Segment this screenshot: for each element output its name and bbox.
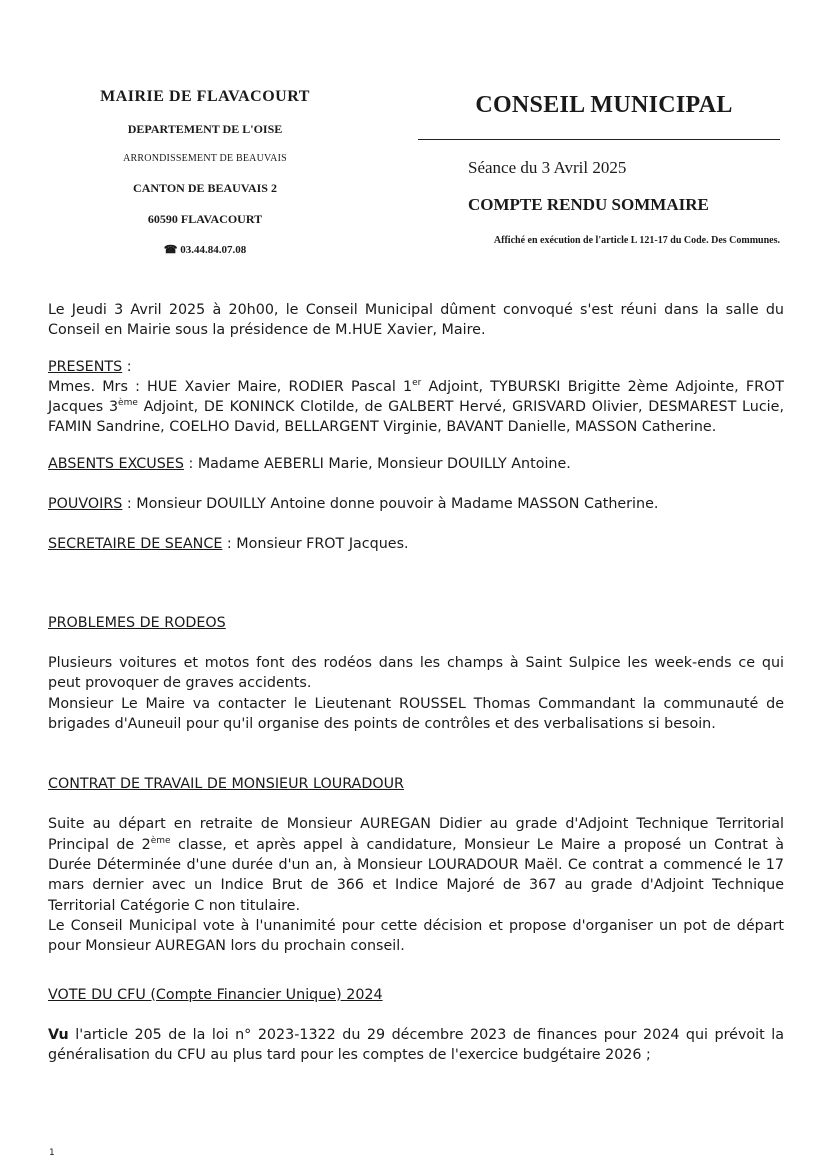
seance-date: Séance du 3 Avril 2025: [468, 158, 627, 177]
presents-label: PRESENTS: [48, 358, 123, 375]
affiche-notice: Affiché en exécution de l'article L 121-17 du Code. Des Communes.: [493, 235, 780, 246]
absents-label: ABSENTS EXCUSES: [48, 455, 184, 472]
conseil-title: CONSEIL MUNICIPAL: [475, 92, 733, 118]
secretaire-paragraph: [48, 534, 784, 554]
contrat-p1-b: classe, et après appel à candidature, Monsieur Le Maire a proposé un Contrat à Durée Déterminée d'une durée d'un an, à Monsieur LOURADOUR Maël. Ce contrat a commencé le 17 mars dernier avec un Indice Brut de 366 et Indice Majoré de 367 au grade d'Adjoint Technique Territorial Catégorie C non titulaire.: [48, 836, 784, 914]
telephone-number: 03.44.84.07.08: [180, 244, 247, 256]
rodeos-paragraph-2: Monsieur Le Maire va contacter le Lieutenant ROUSSEL Thomas Commandant la communauté de brigades d'Auneuil pour qu'il organise des points de contrôles et des verbalisations si besoin.: [48, 695, 784, 732]
page-number: 1: [49, 1148, 55, 1158]
cfu-heading: [48, 985, 784, 1005]
letterhead-left: [60, 88, 350, 256]
postal-address: 60590 FLAVACOURT: [147, 212, 263, 226]
intro-paragraph: Le Jeudi 3 Avril 2025 à 20h00, le Conseil Municipal dûment convoqué s'est réuni dans la salle du Conseil en Mairie sous la présidence de M.HUE Xavier, Maire.: [48, 302, 784, 339]
presents-list: [48, 377, 784, 438]
telephone-line: [60, 243, 350, 256]
canton: CANTON DE BEAUVAIS 2: [133, 181, 277, 195]
cfu-paragraph: [48, 1025, 784, 1066]
compte-rendu-heading: COMPTE RENDU SOMMAIRE: [468, 195, 709, 214]
rodeos-title: PROBLEMES DE RODEOS: [48, 614, 226, 631]
presents-sep: :: [122, 358, 132, 375]
contrat-heading: [48, 774, 784, 794]
absents-text: : Madame AEBERLI Marie, Monsieur DOUILLY Antoine.: [183, 455, 571, 472]
rodeos-paragraph-1: Plusieurs voitures et motos font des rodéos dans les champs à Saint Sulpice les week-ends ce qui peut provoquer de graves accidents.: [48, 654, 784, 692]
contrat-paragraph-1: [48, 814, 784, 915]
departement: DEPARTEMENT DE L'OISE: [127, 122, 283, 136]
title-divider: [418, 139, 780, 140]
contrat-paragraph-2: Le Conseil Municipal vote à l'unanimité pour cette décision et propose d'organiser un pot de départ pour Monsieur AUREGAN lors du prochain conseil.: [48, 917, 784, 955]
cfu-text: l'article 205 de la loi n° 2023-1322 du 29 décembre 2023 de finances pour 2024 qui prévoit la généralisation du CFU au plus tard pour les comptes de l'exercice budgétaire 2026 ;: [48, 1026, 784, 1064]
presents-line-a: Mmes. Mrs : HUE Xavier Maire, RODIER Pascal 1: [48, 378, 413, 395]
secretaire-label: SECRETAIRE DE SEANCE: [48, 536, 223, 553]
letterhead-right: [418, 92, 780, 246]
arrondissement: ARRONDISSEMENT DE BEAUVAIS: [123, 153, 287, 164]
contrat-p1-sup: ème: [150, 835, 171, 846]
rodeos-heading: [48, 613, 784, 633]
pouvoirs-label: POUVOIRS: [48, 496, 123, 513]
pouvoirs-paragraph: [48, 494, 784, 514]
pouvoirs-text: : Monsieur DOUILLY Antoine donne pouvoir à Madame MASSON Catherine.: [122, 496, 659, 513]
presents-line-c: Adjoint, DE KONINCK Clotilde, de GALBERT Hervé, GRISVARD Olivier, DESMAREST Lucie, FAMIN Sandrine, COELHO David, BELLARGENT Virginie, BAVANT Danielle, MASSON Catherine.: [48, 399, 784, 436]
cfu-vu: Vu: [48, 1026, 69, 1043]
presents-heading: [48, 357, 784, 377]
absents-paragraph: [48, 454, 784, 474]
presents-sup-b: ème: [118, 398, 138, 409]
contrat-p1-a: Suite au départ en retraite de Monsieur AUREGAN Didier au grade d'Adjoint Technique Territorial Principal de 2: [48, 816, 784, 853]
phone-icon: ☎: [163, 244, 178, 256]
secretaire-text: : Monsieur FROT Jacques.: [222, 536, 409, 553]
presents-line-b: Adjoint, TYBURSKI Brigitte 2ème Adjointe, FROT Jacques 3: [48, 378, 784, 416]
presents-sup-a: er: [412, 378, 422, 389]
minutes-body: [48, 300, 784, 1065]
mairie-name: MAIRIE DE FLAVACOURT: [100, 88, 310, 105]
contrat-title: CONTRAT DE TRAVAIL DE MONSIEUR LOURADOUR: [48, 776, 404, 793]
cfu-title: VOTE DU CFU (Compte Financier Unique) 2024: [48, 986, 383, 1003]
